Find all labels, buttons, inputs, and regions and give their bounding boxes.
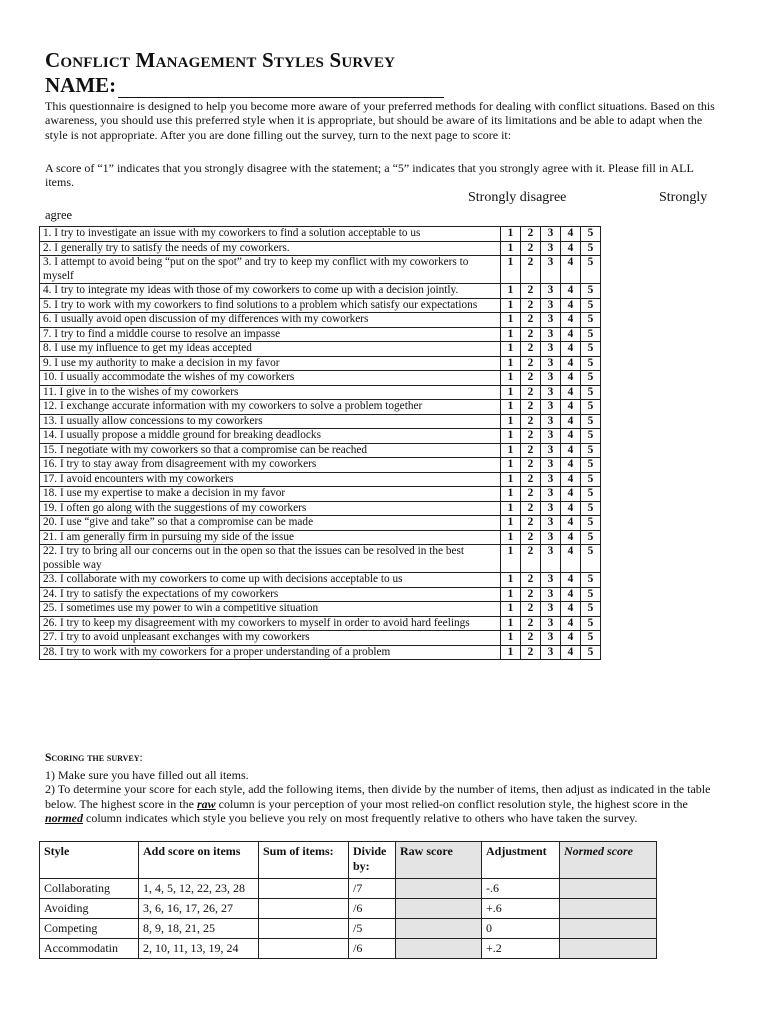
survey-item-text: 18. I use my expertise to make a decision in my favor	[40, 487, 501, 502]
scoring-row	[40, 919, 657, 939]
rating-option-1[interactable]: 1	[501, 573, 521, 588]
survey-item-row	[40, 516, 601, 531]
rating-option-1[interactable]: 1	[501, 530, 521, 545]
rating-option-5[interactable]: 5	[581, 256, 601, 284]
survey-item-row	[40, 400, 601, 415]
rating-option-2[interactable]: 2	[521, 530, 541, 545]
adjustment: +.6	[482, 899, 560, 919]
rating-option-4[interactable]: 4	[561, 414, 581, 429]
rating-option-2[interactable]: 2	[521, 516, 541, 531]
rating-option-3[interactable]: 3	[541, 371, 561, 386]
rating-option-4[interactable]: 4	[561, 256, 581, 284]
survey-item-text: 13. I usually allow concessions to my coworkers	[40, 414, 501, 429]
rating-option-3[interactable]: 3	[541, 385, 561, 400]
rating-option-1[interactable]: 1	[501, 472, 521, 487]
rating-option-5[interactable]: 5	[581, 602, 601, 617]
rating-option-1[interactable]: 1	[501, 443, 521, 458]
rating-option-2[interactable]: 2	[521, 472, 541, 487]
rating-option-5[interactable]: 5	[581, 587, 601, 602]
scoring-step-2: 2) To determine your score for each style, add the following items, then divide by the number of items, then adjust as indicated in the table below. The highest score in the raw column is your perception of your most relied-on conflict resolution style, the highest score in the normed column indicates which style you believe you rely on most frequently relative to others who have taken the survey.	[45, 782, 711, 825]
rating-option-1[interactable]: 1	[501, 602, 521, 617]
rating-option-2[interactable]: 2	[521, 631, 541, 646]
rating-option-3[interactable]: 3	[541, 616, 561, 631]
rating-option-5[interactable]: 5	[581, 645, 601, 660]
page-title: Conflict Management Styles Survey	[45, 48, 396, 72]
survey-item-text: 5. I try to work with my coworkers to find solutions to a problem which satisfy our expectations	[40, 298, 501, 313]
rating-option-1[interactable]: 1	[501, 284, 521, 299]
rating-option-3[interactable]: 3	[541, 284, 561, 299]
survey-item-row	[40, 313, 601, 328]
rating-option-1[interactable]: 1	[501, 616, 521, 631]
survey-item-row	[40, 645, 601, 660]
rating-option-2[interactable]: 2	[521, 284, 541, 299]
rating-option-5[interactable]: 5	[581, 472, 601, 487]
rating-option-2[interactable]: 2	[521, 545, 541, 573]
rating-option-3[interactable]: 3	[541, 458, 561, 473]
survey-item-row	[40, 443, 601, 458]
rating-option-4[interactable]: 4	[561, 284, 581, 299]
survey-item-row	[40, 487, 601, 502]
survey-item-text: 4. I try to integrate my ideas with those of my coworkers to come up with a decision jointly.	[40, 284, 501, 299]
rating-option-5[interactable]: 5	[581, 429, 601, 444]
rating-option-4[interactable]: 4	[561, 645, 581, 660]
survey-item-text: 1. I try to investigate an issue with my coworkers to find a solution acceptable to us	[40, 227, 501, 242]
rating-option-4[interactable]: 4	[561, 530, 581, 545]
rating-option-2[interactable]: 2	[521, 458, 541, 473]
col-sum: Sum of items:	[259, 842, 349, 879]
rating-option-3[interactable]: 3	[541, 501, 561, 516]
normed-word: normed	[45, 811, 84, 825]
rating-option-3[interactable]: 3	[541, 227, 561, 242]
scale-strongly-disagree: Strongly disagree	[468, 190, 567, 205]
scale-strongly: Strongly	[659, 190, 708, 205]
rating-option-3[interactable]: 3	[541, 327, 561, 342]
rating-option-4[interactable]: 4	[561, 616, 581, 631]
rating-option-4[interactable]: 4	[561, 573, 581, 588]
raw-score-cell[interactable]	[396, 919, 482, 939]
raw-word: raw	[196, 796, 216, 811]
survey-item-text: 7. I try to find a middle course to resolve an impasse	[40, 327, 501, 342]
survey-item-row	[40, 616, 601, 631]
name-input-line[interactable]	[118, 77, 444, 98]
sum-cell[interactable]	[259, 919, 349, 939]
survey-item-row	[40, 414, 601, 429]
rating-option-1[interactable]: 1	[501, 298, 521, 313]
rating-option-5[interactable]: 5	[581, 385, 601, 400]
rating-option-3[interactable]: 3	[541, 356, 561, 371]
name-label: NAME:	[45, 73, 117, 97]
sum-cell[interactable]	[259, 879, 349, 899]
survey-item-text: 3. I attempt to avoid being “put on the spot” and try to keep my conflict with my coworkers to myself	[40, 256, 501, 284]
survey-item-row	[40, 587, 601, 602]
rating-option-5[interactable]: 5	[581, 227, 601, 242]
survey-item-text: 10. I usually accommodate the wishes of my coworkers	[40, 371, 501, 386]
rating-option-2[interactable]: 2	[521, 298, 541, 313]
survey-item-row	[40, 284, 601, 299]
rating-option-1[interactable]: 1	[501, 487, 521, 502]
rating-option-2[interactable]: 2	[521, 356, 541, 371]
survey-item-row	[40, 602, 601, 617]
rating-option-1[interactable]: 1	[501, 414, 521, 429]
rating-option-2[interactable]: 2	[521, 227, 541, 242]
rating-option-2[interactable]: 2	[521, 501, 541, 516]
rating-option-1[interactable]: 1	[501, 256, 521, 284]
survey-item-text: 15. I negotiate with my coworkers so that a compromise can be reached	[40, 443, 501, 458]
rating-option-1[interactable]: 1	[501, 587, 521, 602]
scoring-row	[40, 899, 657, 919]
survey-item-row	[40, 501, 601, 516]
raw-score-cell[interactable]	[396, 939, 482, 959]
survey-item-text: 2. I generally try to satisfy the needs of my coworkers.	[40, 241, 501, 256]
survey-item-text: 20. I use “give and take” so that a compromise can be made	[40, 516, 501, 531]
rating-option-2[interactable]: 2	[521, 602, 541, 617]
rating-option-5[interactable]: 5	[581, 516, 601, 531]
survey-item-row	[40, 298, 601, 313]
survey-item-text: 8. I use my influence to get my ideas accepted	[40, 342, 501, 357]
rating-option-5[interactable]: 5	[581, 342, 601, 357]
scoring-table	[39, 841, 657, 959]
rating-option-2[interactable]: 2	[521, 371, 541, 386]
rating-option-4[interactable]: 4	[561, 631, 581, 646]
rating-option-2[interactable]: 2	[521, 327, 541, 342]
rating-option-4[interactable]: 4	[561, 458, 581, 473]
style-name: Competing	[40, 919, 139, 939]
style-name: Collaborating	[40, 879, 139, 899]
rating-option-1[interactable]: 1	[501, 371, 521, 386]
rating-option-5[interactable]: 5	[581, 530, 601, 545]
rating-option-4[interactable]: 4	[561, 313, 581, 328]
rating-option-5[interactable]: 5	[581, 487, 601, 502]
divide-by: /5	[349, 919, 396, 939]
scoring-row	[40, 939, 657, 959]
rating-option-3[interactable]: 3	[541, 487, 561, 502]
adjustment: +.2	[482, 939, 560, 959]
col-divide: Divide by:	[349, 842, 396, 879]
rating-option-5[interactable]: 5	[581, 414, 601, 429]
rating-option-1[interactable]: 1	[501, 458, 521, 473]
rating-option-4[interactable]: 4	[561, 429, 581, 444]
style-items: 2, 10, 11, 13, 19, 24	[139, 939, 259, 959]
rating-option-4[interactable]: 4	[561, 298, 581, 313]
scoring-heading-text: Scoring the survey	[45, 752, 140, 764]
scale-agree: agree	[45, 208, 73, 222]
rating-option-1[interactable]: 1	[501, 516, 521, 531]
survey-item-row	[40, 342, 601, 357]
survey-item-row	[40, 371, 601, 386]
divide-by: /6	[349, 899, 396, 919]
rating-option-1[interactable]: 1	[501, 241, 521, 256]
rating-option-4[interactable]: 4	[561, 472, 581, 487]
survey-item-row	[40, 631, 601, 646]
rating-option-5[interactable]: 5	[581, 631, 601, 646]
survey-item-row	[40, 327, 601, 342]
rating-option-3[interactable]: 3	[541, 400, 561, 415]
survey-item-row	[40, 356, 601, 371]
rating-option-3[interactable]: 3	[541, 573, 561, 588]
rating-option-3[interactable]: 3	[541, 443, 561, 458]
survey-item-text: 24. I try to satisfy the expectations of my coworkers	[40, 587, 501, 602]
survey-item-text: 11. I give in to the wishes of my coworkers	[40, 385, 501, 400]
rating-option-5[interactable]: 5	[581, 284, 601, 299]
survey-item-row	[40, 241, 601, 256]
normed-score-cell[interactable]	[560, 879, 657, 899]
rating-option-2[interactable]: 2	[521, 400, 541, 415]
divide-by: /6	[349, 939, 396, 959]
col-style: Style	[40, 842, 139, 879]
rating-option-3[interactable]: 3	[541, 516, 561, 531]
rating-option-4[interactable]: 4	[561, 342, 581, 357]
rating-option-1[interactable]: 1	[501, 429, 521, 444]
adjustment: 0	[482, 919, 560, 939]
rating-option-2[interactable]: 2	[521, 573, 541, 588]
rating-option-1[interactable]: 1	[501, 342, 521, 357]
raw-score-cell[interactable]	[396, 899, 482, 919]
style-items: 8, 9, 18, 21, 25	[139, 919, 259, 939]
col-normed-score: Normed score	[560, 842, 657, 879]
rating-option-1[interactable]: 1	[501, 501, 521, 516]
rating-option-1[interactable]: 1	[501, 631, 521, 646]
scoring-table-header	[40, 842, 657, 879]
survey-item-text: 26. I try to keep my disagreement with my coworkers to myself in order to avoid hard feelings	[40, 616, 501, 631]
rating-option-5[interactable]: 5	[581, 501, 601, 516]
survey-item-row	[40, 458, 601, 473]
survey-item-text: 25. I sometimes use my power to win a competitive situation	[40, 602, 501, 617]
rating-option-2[interactable]: 2	[521, 487, 541, 502]
survey-item-row	[40, 256, 601, 284]
sum-cell[interactable]	[259, 899, 349, 919]
normed-score-cell[interactable]	[560, 919, 657, 939]
survey-item-text: 6. I usually avoid open discussion of my differences with my coworkers	[40, 313, 501, 328]
style-name: Avoiding	[40, 899, 139, 919]
survey-item-text: 28. I try to work with my coworkers for a proper understanding of a problem	[40, 645, 501, 660]
rating-option-3[interactable]: 3	[541, 587, 561, 602]
rating-option-1[interactable]: 1	[501, 356, 521, 371]
rating-option-4[interactable]: 4	[561, 602, 581, 617]
rating-option-1[interactable]: 1	[501, 313, 521, 328]
rating-option-2[interactable]: 2	[521, 256, 541, 284]
scoring-step-1: 1) Make sure you have filled out all items.	[45, 768, 249, 782]
rating-option-5[interactable]: 5	[581, 241, 601, 256]
survey-item-text: 12. I exchange accurate information with my coworkers to solve a problem together	[40, 400, 501, 415]
rating-option-5[interactable]: 5	[581, 443, 601, 458]
rating-option-1[interactable]: 1	[501, 645, 521, 660]
rating-option-5[interactable]: 5	[581, 298, 601, 313]
survey-item-text: 23. I collaborate with my coworkers to come up with decisions acceptable to us	[40, 573, 501, 588]
rating-option-3[interactable]: 3	[541, 256, 561, 284]
rating-option-2[interactable]: 2	[521, 645, 541, 660]
rating-option-2[interactable]: 2	[521, 313, 541, 328]
rating-option-3[interactable]: 3	[541, 472, 561, 487]
rating-option-5[interactable]: 5	[581, 313, 601, 328]
rating-option-2[interactable]: 2	[521, 429, 541, 444]
normed-score-cell[interactable]	[560, 939, 657, 959]
survey-item-text: 22. I try to bring all our concerns out in the open so that the issues can be resolved in the best possible way	[40, 545, 501, 573]
survey-item-text: 27. I try to avoid unpleasant exchanges with my coworkers	[40, 631, 501, 646]
survey-item-row	[40, 429, 601, 444]
rating-option-4[interactable]: 4	[561, 227, 581, 242]
rating-option-4[interactable]: 4	[561, 587, 581, 602]
survey-item-text: 14. I usually propose a middle ground for breaking deadlocks	[40, 429, 501, 444]
rating-option-3[interactable]: 3	[541, 545, 561, 573]
rating-option-5[interactable]: 5	[581, 616, 601, 631]
col-add-score: Add score on items	[139, 842, 259, 879]
rating-option-5[interactable]: 5	[581, 400, 601, 415]
rating-option-2[interactable]: 2	[521, 414, 541, 429]
rating-option-3[interactable]: 3	[541, 241, 561, 256]
rating-option-3[interactable]: 3	[541, 645, 561, 660]
survey-item-row	[40, 472, 601, 487]
survey-item-row	[40, 530, 601, 545]
rating-option-5[interactable]: 5	[581, 327, 601, 342]
rating-option-4[interactable]: 4	[561, 327, 581, 342]
rating-option-3[interactable]: 3	[541, 414, 561, 429]
rating-option-3[interactable]: 3	[541, 313, 561, 328]
rating-option-3[interactable]: 3	[541, 602, 561, 617]
normed-score-cell[interactable]	[560, 899, 657, 919]
rating-option-2[interactable]: 2	[521, 342, 541, 357]
survey-item-row	[40, 573, 601, 588]
rating-option-4[interactable]: 4	[561, 385, 581, 400]
rating-option-5[interactable]: 5	[581, 545, 601, 573]
rating-option-5[interactable]: 5	[581, 458, 601, 473]
rating-option-1[interactable]: 1	[501, 227, 521, 242]
survey-item-text: 9. I use my authority to make a decision in my favor	[40, 356, 501, 371]
scoring-heading: Scoring the survey:	[45, 752, 143, 764]
rating-option-2[interactable]: 2	[521, 587, 541, 602]
survey-item-text: 17. I avoid encounters with my coworkers	[40, 472, 501, 487]
rating-option-5[interactable]: 5	[581, 573, 601, 588]
col-raw-score: Raw score	[396, 842, 482, 879]
rating-option-1[interactable]: 1	[501, 400, 521, 415]
rating-option-4[interactable]: 4	[561, 501, 581, 516]
rating-option-1[interactable]: 1	[501, 327, 521, 342]
survey-item-row	[40, 385, 601, 400]
rating-option-4[interactable]: 4	[561, 443, 581, 458]
divide-by: /7	[349, 879, 396, 899]
col-adjustment: Adjustment	[482, 842, 560, 879]
name-row	[45, 73, 444, 98]
rating-option-4[interactable]: 4	[561, 545, 581, 573]
rating-option-4[interactable]: 4	[561, 487, 581, 502]
style-items: 3, 6, 16, 17, 26, 27	[139, 899, 259, 919]
instructions-paragraph: A score of “1” indicates that you strongly disagree with the statement; a “5” indicates that you strongly agree with it. Please fill in ALL items.	[45, 161, 694, 190]
sum-cell[interactable]	[259, 939, 349, 959]
rating-option-3[interactable]: 3	[541, 429, 561, 444]
rating-option-3[interactable]: 3	[541, 530, 561, 545]
style-items: 1, 4, 5, 12, 22, 23, 28	[139, 879, 259, 899]
raw-score-cell[interactable]	[396, 879, 482, 899]
rating-option-5[interactable]: 5	[581, 371, 601, 386]
survey-item-text: 19. I often go along with the suggestions of my coworkers	[40, 501, 501, 516]
rating-option-1[interactable]: 1	[501, 385, 521, 400]
survey-item-text: 21. I am generally firm in pursuing my side of the issue	[40, 530, 501, 545]
rating-option-4[interactable]: 4	[561, 356, 581, 371]
rating-option-2[interactable]: 2	[521, 443, 541, 458]
rating-option-4[interactable]: 4	[561, 241, 581, 256]
survey-items-table	[39, 226, 601, 660]
rating-option-3[interactable]: 3	[541, 298, 561, 313]
rating-option-5[interactable]: 5	[581, 356, 601, 371]
rating-option-2[interactable]: 2	[521, 241, 541, 256]
adjustment: -.6	[482, 879, 560, 899]
scoring-row	[40, 879, 657, 899]
rating-option-3[interactable]: 3	[541, 342, 561, 357]
rating-option-3[interactable]: 3	[541, 631, 561, 646]
rating-option-2[interactable]: 2	[521, 385, 541, 400]
rating-option-1[interactable]: 1	[501, 545, 521, 573]
rating-option-4[interactable]: 4	[561, 400, 581, 415]
survey-item-row	[40, 227, 601, 242]
survey-item-text: 16. I try to stay away from disagreement with my coworkers	[40, 458, 501, 473]
intro-paragraph: This questionnaire is designed to help you become more aware of your preferred methods for dealing with conflict situations. Based on this awareness, you should use this preferred style when it is appropriate, but should be aware of its limitations and be able to adapt when the style is not appropriate. After you are done filling out the survey, turn to the next page to score it:	[45, 99, 715, 142]
survey-item-row	[40, 545, 601, 573]
rating-option-4[interactable]: 4	[561, 516, 581, 531]
style-name: Accommodatin	[40, 939, 139, 959]
rating-option-2[interactable]: 2	[521, 616, 541, 631]
rating-option-4[interactable]: 4	[561, 371, 581, 386]
